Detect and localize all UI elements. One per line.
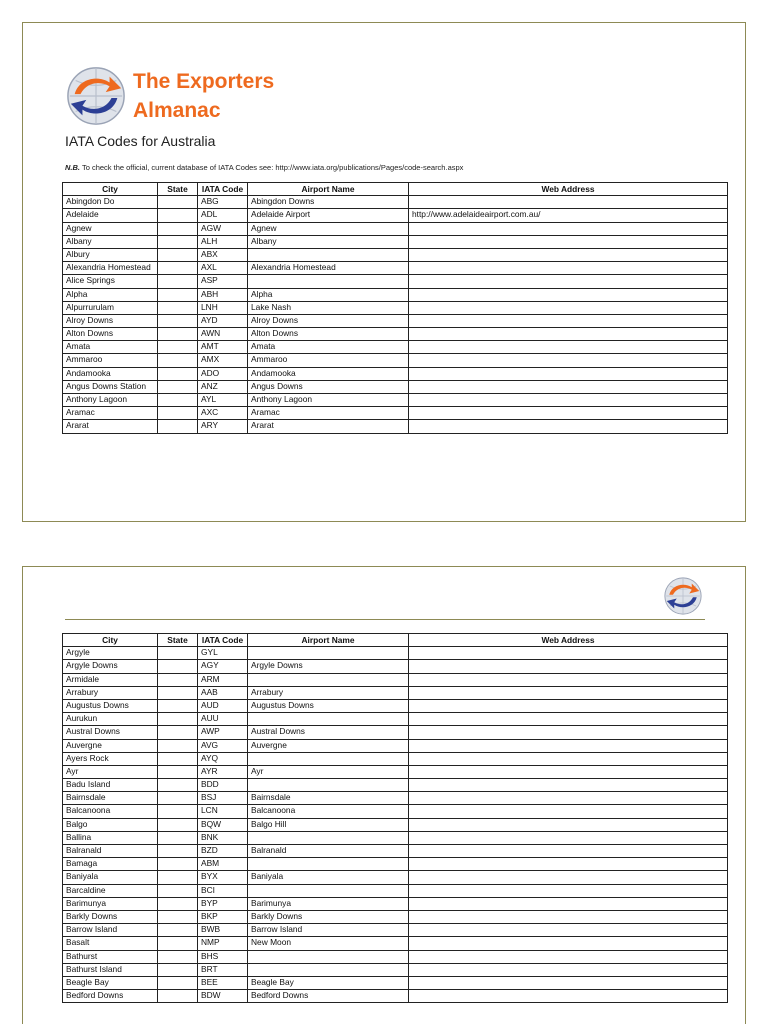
cell-state <box>158 367 198 380</box>
cell-airport-name <box>248 884 409 897</box>
cell-state <box>158 222 198 235</box>
cell-state <box>158 845 198 858</box>
cell-airport-name: Agnew <box>248 222 409 235</box>
cell-city: Adelaide <box>63 209 158 222</box>
cell-city: Ayers Rock <box>63 752 158 765</box>
cell-airport-name: Abingdon Downs <box>248 196 409 209</box>
table-row <box>63 924 728 937</box>
cell-state <box>158 805 198 818</box>
cell-iata-code: AXC <box>198 407 248 420</box>
table-row <box>63 235 728 248</box>
cell-city: Barimunya <box>63 897 158 910</box>
iata-table-1 <box>62 182 728 434</box>
table-row <box>63 858 728 871</box>
cell-airport-name: Anthony Lagoon <box>248 394 409 407</box>
cell-state <box>158 301 198 314</box>
cell-airport-name <box>248 831 409 844</box>
cell-city: Albany <box>63 235 158 248</box>
iata-table-2 <box>62 633 728 1003</box>
cell-city: Barcaldine <box>63 884 158 897</box>
cell-state <box>158 248 198 261</box>
table-row <box>63 275 728 288</box>
cell-iata-code: AYQ <box>198 752 248 765</box>
cell-web-address <box>409 752 728 765</box>
cell-state <box>158 976 198 989</box>
cell-state <box>158 394 198 407</box>
cell-iata-code: BKP <box>198 910 248 923</box>
cell-state <box>158 262 198 275</box>
cell-city: Abingdon Do <box>63 196 158 209</box>
cell-airport-name <box>248 963 409 976</box>
cell-city: Ammaroo <box>63 354 158 367</box>
cell-iata-code: AVG <box>198 739 248 752</box>
cell-airport-name: Andamooka <box>248 367 409 380</box>
cell-airport-name: Balcanoona <box>248 805 409 818</box>
table-row <box>63 314 728 327</box>
cell-iata-code: AAB <box>198 686 248 699</box>
table-row <box>63 248 728 261</box>
cell-city: Bedford Downs <box>63 990 158 1003</box>
cell-state <box>158 288 198 301</box>
table-row <box>63 420 728 433</box>
cell-city: Anthony Lagoon <box>63 394 158 407</box>
cell-city: Baniyala <box>63 871 158 884</box>
cell-web-address <box>409 910 728 923</box>
table-row <box>63 937 728 950</box>
cell-iata-code: AYL <box>198 394 248 407</box>
table-header-row <box>63 183 728 196</box>
cell-web-address <box>409 845 728 858</box>
cell-state <box>158 235 198 248</box>
cell-airport-name: Lake Nash <box>248 301 409 314</box>
cell-airport-name: Bedford Downs <box>248 990 409 1003</box>
cell-state <box>158 990 198 1003</box>
cell-iata-code: BNK <box>198 831 248 844</box>
cell-web-address <box>409 713 728 726</box>
cell-city: Amata <box>63 341 158 354</box>
header-iata-code: IATA Code <box>198 634 248 647</box>
cell-state <box>158 407 198 420</box>
cell-web-address <box>409 248 728 261</box>
document-page-2 <box>22 566 746 1024</box>
cell-iata-code: BRT <box>198 963 248 976</box>
cell-city: Ballina <box>63 831 158 844</box>
cell-web-address <box>409 328 728 341</box>
cell-state <box>158 792 198 805</box>
table-body-1 <box>63 196 728 433</box>
table-row <box>63 897 728 910</box>
cell-web-address <box>409 963 728 976</box>
cell-airport-name <box>248 752 409 765</box>
table-header-row <box>63 634 728 647</box>
cell-city: Aramac <box>63 407 158 420</box>
cell-iata-code: ABG <box>198 196 248 209</box>
table-row <box>63 673 728 686</box>
cell-web-address <box>409 818 728 831</box>
table-row <box>63 647 728 660</box>
table-row <box>63 394 728 407</box>
table-row <box>63 910 728 923</box>
cell-airport-name: Balgo Hill <box>248 818 409 831</box>
header-airport-name: Airport Name <box>248 634 409 647</box>
table-row <box>63 739 728 752</box>
cell-airport-name: Auvergne <box>248 739 409 752</box>
table-row <box>63 845 728 858</box>
cell-airport-name: Austral Downs <box>248 726 409 739</box>
cell-city: Badu Island <box>63 779 158 792</box>
cell-city: Agnew <box>63 222 158 235</box>
table-row <box>63 354 728 367</box>
cell-web-address <box>409 647 728 660</box>
cell-iata-code: ABX <box>198 248 248 261</box>
table-row <box>63 805 728 818</box>
cell-airport-name: Albany <box>248 235 409 248</box>
cell-web-address <box>409 739 728 752</box>
cell-city: Albury <box>63 248 158 261</box>
cell-city: Alpurrurulam <box>63 301 158 314</box>
cell-iata-code: ABM <box>198 858 248 871</box>
cell-airport-name: Ammaroo <box>248 354 409 367</box>
cell-state <box>158 699 198 712</box>
page-title: IATA Codes for Australia <box>65 133 216 149</box>
table-row <box>63 779 728 792</box>
cell-state <box>158 924 198 937</box>
cell-city: Aurukun <box>63 713 158 726</box>
table-row <box>63 209 728 222</box>
cell-iata-code: BHS <box>198 950 248 963</box>
cell-airport-name <box>248 275 409 288</box>
cell-airport-name: New Moon <box>248 937 409 950</box>
cell-web-address <box>409 262 728 275</box>
table-row <box>63 367 728 380</box>
cell-state <box>158 950 198 963</box>
cell-airport-name: Barkly Downs <box>248 910 409 923</box>
cell-web-address <box>409 420 728 433</box>
cell-airport-name <box>248 647 409 660</box>
cell-city: Beagle Bay <box>63 976 158 989</box>
cell-iata-code: AMT <box>198 341 248 354</box>
globe-arrows-icon <box>65 65 127 127</box>
table-row <box>63 380 728 393</box>
cell-state <box>158 420 198 433</box>
table-row <box>63 341 728 354</box>
cell-city: Bamaga <box>63 858 158 871</box>
cell-web-address <box>409 950 728 963</box>
cell-city: Arrabury <box>63 686 158 699</box>
cell-state <box>158 647 198 660</box>
cell-iata-code: NMP <box>198 937 248 950</box>
cell-iata-code: AGY <box>198 660 248 673</box>
cell-state <box>158 314 198 327</box>
cell-state <box>158 341 198 354</box>
cell-state <box>158 752 198 765</box>
cell-city: Bairnsdale <box>63 792 158 805</box>
cell-iata-code: AUU <box>198 713 248 726</box>
cell-iata-code: AWN <box>198 328 248 341</box>
note-body: To check the official, current database of IATA Codes see: http://www.iata.org/publications/Pages/code-search.aspx <box>80 163 464 172</box>
cell-airport-name: Barrow Island <box>248 924 409 937</box>
cell-airport-name: Ararat <box>248 420 409 433</box>
cell-airport-name: Ayr <box>248 765 409 778</box>
cell-state <box>158 328 198 341</box>
cell-airport-name: Baniyala <box>248 871 409 884</box>
header-web-address: Web Address <box>409 634 728 647</box>
table-row <box>63 990 728 1003</box>
cell-city: Ayr <box>63 765 158 778</box>
cell-iata-code: BYX <box>198 871 248 884</box>
brand-logo <box>65 65 274 127</box>
cell-airport-name: Barimunya <box>248 897 409 910</box>
cell-city: Bathurst Island <box>63 963 158 976</box>
cell-iata-code: AUD <box>198 699 248 712</box>
table-row <box>63 950 728 963</box>
cell-iata-code: BCI <box>198 884 248 897</box>
cell-state <box>158 765 198 778</box>
cell-web-address <box>409 884 728 897</box>
cell-web-address <box>409 354 728 367</box>
cell-airport-name: Adelaide Airport <box>248 209 409 222</box>
table-row <box>63 262 728 275</box>
cell-web-address <box>409 990 728 1003</box>
cell-iata-code: BQW <box>198 818 248 831</box>
cell-state <box>158 209 198 222</box>
cell-city: Argyle <box>63 647 158 660</box>
cell-airport-name: Amata <box>248 341 409 354</box>
cell-iata-code: BYP <box>198 897 248 910</box>
cell-web-address <box>409 196 728 209</box>
cell-iata-code: LNH <box>198 301 248 314</box>
cell-airport-name: Balranald <box>248 845 409 858</box>
cell-state <box>158 871 198 884</box>
cell-web-address <box>409 779 728 792</box>
cell-city: Auvergne <box>63 739 158 752</box>
cell-iata-code: BWB <box>198 924 248 937</box>
table-row <box>63 222 728 235</box>
cell-web-address <box>409 380 728 393</box>
cell-city: Barkly Downs <box>63 910 158 923</box>
cell-city: Alroy Downs <box>63 314 158 327</box>
cell-state <box>158 713 198 726</box>
cell-airport-name: Aramac <box>248 407 409 420</box>
cell-airport-name: Bairnsdale <box>248 792 409 805</box>
cell-iata-code: AXL <box>198 262 248 275</box>
cell-city: Austral Downs <box>63 726 158 739</box>
cell-city: Alton Downs <box>63 328 158 341</box>
cell-airport-name <box>248 713 409 726</box>
cell-city: Alexandria Homestead <box>63 262 158 275</box>
cell-city: Armidale <box>63 673 158 686</box>
table-row <box>63 713 728 726</box>
cell-iata-code: ARM <box>198 673 248 686</box>
cell-state <box>158 858 198 871</box>
cell-iata-code: BZD <box>198 845 248 858</box>
cell-web-address <box>409 937 728 950</box>
cell-airport-name: Alroy Downs <box>248 314 409 327</box>
cell-state <box>158 963 198 976</box>
cell-city: Angus Downs Station <box>63 380 158 393</box>
header-city: City <box>63 183 158 196</box>
cell-iata-code: BDW <box>198 990 248 1003</box>
cell-web-address <box>409 275 728 288</box>
cell-city: Balgo <box>63 818 158 831</box>
cell-city: Basalt <box>63 937 158 950</box>
cell-iata-code: AYR <box>198 765 248 778</box>
table-row <box>63 699 728 712</box>
cell-airport-name: Alton Downs <box>248 328 409 341</box>
cell-state <box>158 726 198 739</box>
cell-web-address <box>409 831 728 844</box>
cell-iata-code: LCN <box>198 805 248 818</box>
cell-iata-code: AWP <box>198 726 248 739</box>
table-row <box>63 288 728 301</box>
cell-web-address <box>409 314 728 327</box>
cell-iata-code: GYL <box>198 647 248 660</box>
cell-web-address <box>409 407 728 420</box>
cell-web-address <box>409 726 728 739</box>
header-state: State <box>158 183 198 196</box>
cell-web-address <box>409 792 728 805</box>
header-airport-name: Airport Name <box>248 183 409 196</box>
cell-airport-name <box>248 950 409 963</box>
cell-airport-name <box>248 858 409 871</box>
table-row <box>63 765 728 778</box>
cell-iata-code: ABH <box>198 288 248 301</box>
cell-iata-code: BDD <box>198 779 248 792</box>
cell-iata-code: ANZ <box>198 380 248 393</box>
table-row <box>63 884 728 897</box>
cell-city: Ararat <box>63 420 158 433</box>
cell-web-address <box>409 288 728 301</box>
cell-state <box>158 673 198 686</box>
cell-state <box>158 884 198 897</box>
note-text <box>65 163 463 172</box>
header-state: State <box>158 634 198 647</box>
cell-iata-code: ADL <box>198 209 248 222</box>
cell-web-address <box>409 805 728 818</box>
table-row <box>63 726 728 739</box>
cell-state <box>158 937 198 950</box>
cell-iata-code: AYD <box>198 314 248 327</box>
cell-iata-code: ALH <box>198 235 248 248</box>
cell-airport-name: Augustus Downs <box>248 699 409 712</box>
cell-airport-name: Alexandria Homestead <box>248 262 409 275</box>
table-row <box>63 976 728 989</box>
cell-airport-name: Alpha <box>248 288 409 301</box>
cell-web-address <box>409 686 728 699</box>
cell-city: Barrow Island <box>63 924 158 937</box>
table-row <box>63 328 728 341</box>
cell-airport-name: Beagle Bay <box>248 976 409 989</box>
cell-state <box>158 910 198 923</box>
cell-web-address <box>409 924 728 937</box>
document-page-1 <box>22 22 746 522</box>
cell-iata-code: ARY <box>198 420 248 433</box>
cell-airport-name <box>248 673 409 686</box>
globe-arrows-icon <box>663 576 703 616</box>
cell-web-address: http://www.adelaideairport.com.au/ <box>409 209 728 222</box>
cell-state <box>158 686 198 699</box>
cell-web-address <box>409 673 728 686</box>
header-divider <box>65 619 705 620</box>
cell-web-address <box>409 367 728 380</box>
cell-state <box>158 380 198 393</box>
cell-airport-name <box>248 248 409 261</box>
cell-web-address <box>409 765 728 778</box>
cell-iata-code: ASP <box>198 275 248 288</box>
header-iata-code: IATA Code <box>198 183 248 196</box>
cell-web-address <box>409 301 728 314</box>
cell-web-address <box>409 394 728 407</box>
cell-state <box>158 818 198 831</box>
cell-state <box>158 275 198 288</box>
table-row <box>63 792 728 805</box>
cell-iata-code: AGW <box>198 222 248 235</box>
table-row <box>63 407 728 420</box>
header-web-address: Web Address <box>409 183 728 196</box>
cell-web-address <box>409 660 728 673</box>
cell-web-address <box>409 235 728 248</box>
cell-city: Balcanoona <box>63 805 158 818</box>
table-row <box>63 660 728 673</box>
table-body-2 <box>63 647 728 1003</box>
cell-state <box>158 196 198 209</box>
cell-state <box>158 779 198 792</box>
cell-web-address <box>409 341 728 354</box>
cell-airport-name: Angus Downs <box>248 380 409 393</box>
cell-web-address <box>409 976 728 989</box>
cell-airport-name: Arrabury <box>248 686 409 699</box>
cell-state <box>158 660 198 673</box>
cell-airport-name: Argyle Downs <box>248 660 409 673</box>
cell-state <box>158 897 198 910</box>
cell-city: Alpha <box>63 288 158 301</box>
cell-web-address <box>409 871 728 884</box>
table-row <box>63 196 728 209</box>
table-row <box>63 301 728 314</box>
header-city: City <box>63 634 158 647</box>
cell-state <box>158 739 198 752</box>
cell-city: Alice Springs <box>63 275 158 288</box>
table-row <box>63 752 728 765</box>
cell-airport-name <box>248 779 409 792</box>
brand-line-1: The Exporters <box>133 70 275 93</box>
cell-city: Argyle Downs <box>63 660 158 673</box>
table-row <box>63 831 728 844</box>
cell-state <box>158 354 198 367</box>
cell-web-address <box>409 858 728 871</box>
cell-iata-code: ADO <box>198 367 248 380</box>
cell-city: Andamooka <box>63 367 158 380</box>
cell-web-address <box>409 222 728 235</box>
note-prefix: N.B. <box>65 163 80 172</box>
cell-web-address <box>409 699 728 712</box>
table-row <box>63 686 728 699</box>
cell-iata-code: AMX <box>198 354 248 367</box>
table-row <box>63 963 728 976</box>
cell-iata-code: BEE <box>198 976 248 989</box>
cell-iata-code: BSJ <box>198 792 248 805</box>
cell-city: Bathurst <box>63 950 158 963</box>
table-row <box>63 818 728 831</box>
cell-city: Balranald <box>63 845 158 858</box>
cell-state <box>158 831 198 844</box>
table-row <box>63 871 728 884</box>
cell-city: Augustus Downs <box>63 699 158 712</box>
brand-line-2: Almanac <box>133 99 221 122</box>
cell-web-address <box>409 897 728 910</box>
